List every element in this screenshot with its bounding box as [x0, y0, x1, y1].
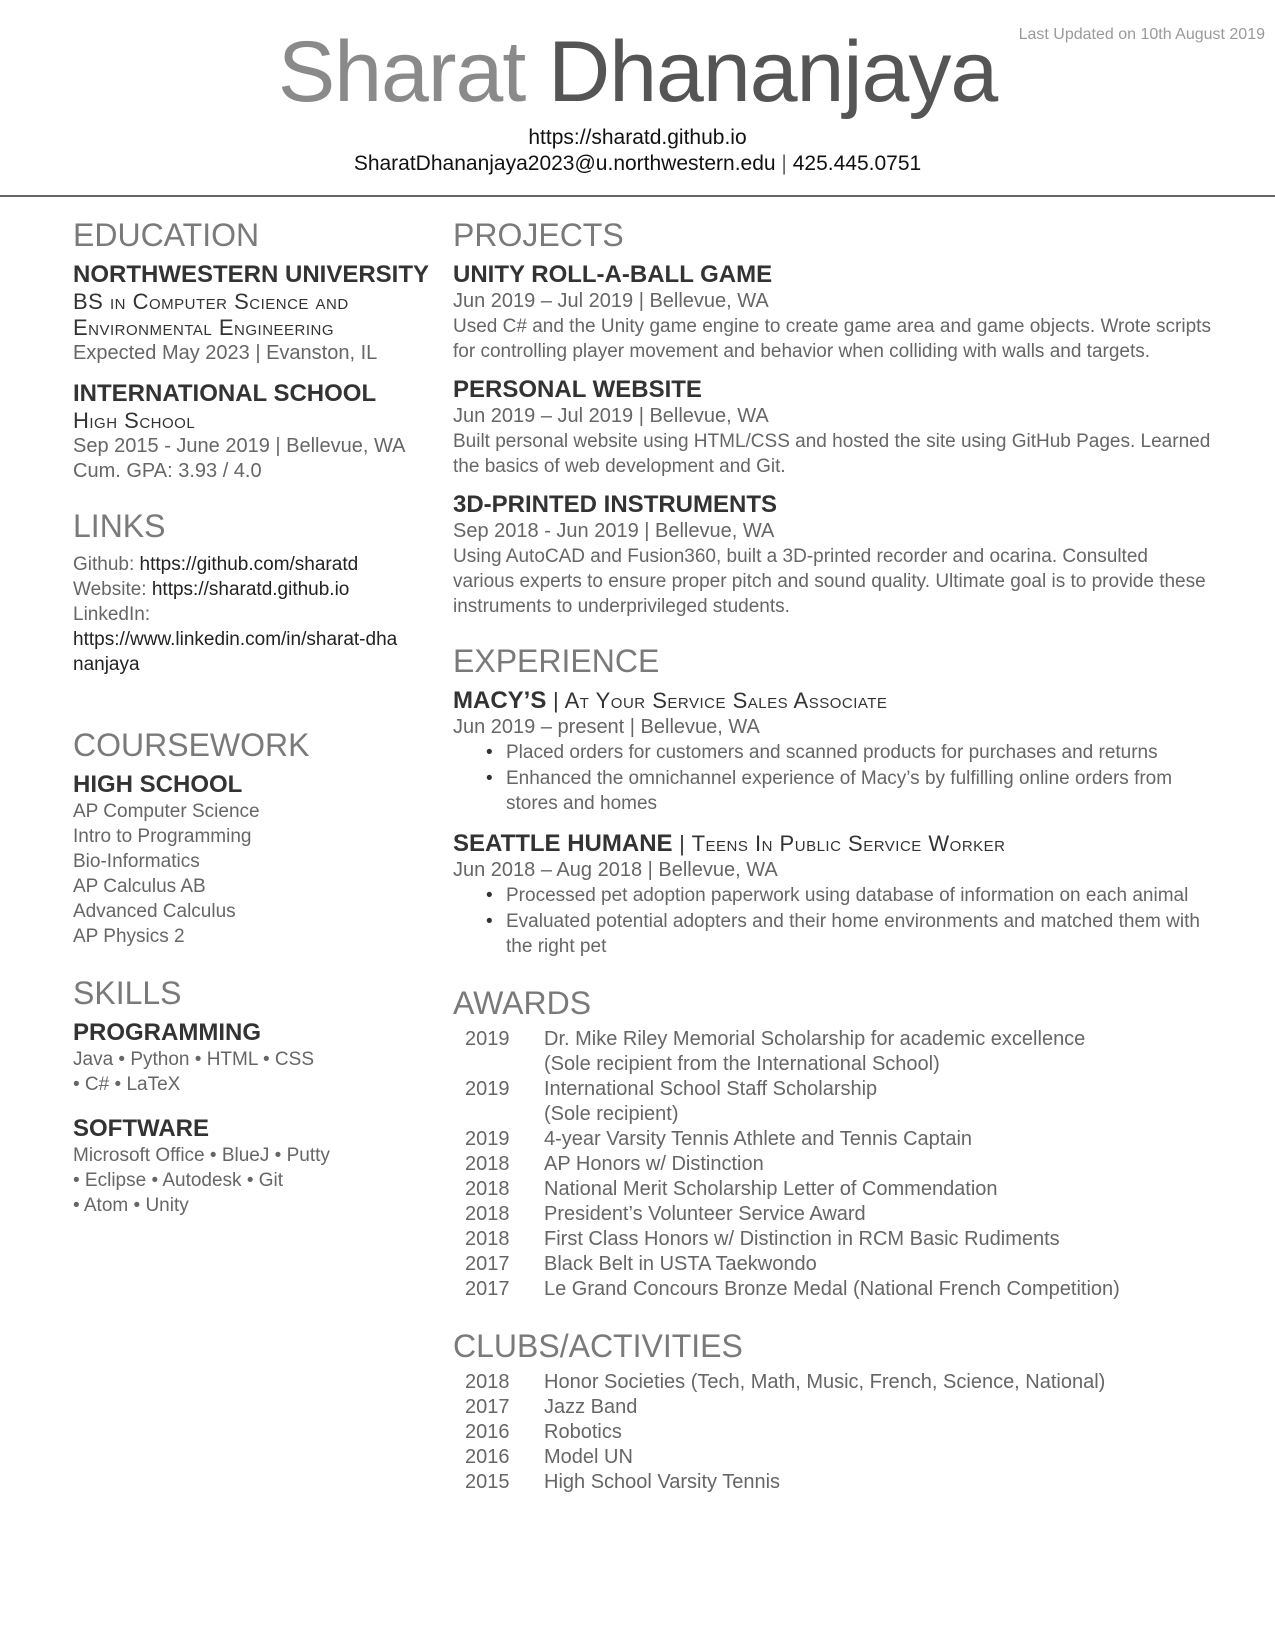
club-row	[453, 1395, 1213, 1420]
club-text: Jazz Band	[544, 1396, 638, 1418]
header-divider	[0, 195, 1275, 197]
course-item: AP Computer Science	[73, 801, 260, 822]
award-text: International School Staff Scholarship	[544, 1078, 878, 1100]
software-title: SOFTWARE	[73, 1115, 209, 1142]
contact-line	[0, 152, 1275, 176]
club-year: 2016	[465, 1421, 510, 1443]
school-degree: BS in Computer Science and Environmental Engineering	[73, 289, 349, 340]
club-year: 2017	[465, 1396, 510, 1418]
github-link[interactable]: https://github.com/sharatd	[139, 554, 359, 575]
club-row	[453, 1445, 1213, 1470]
github-label: Github:	[73, 554, 140, 575]
job-meta: Jun 2019 – present | Bellevue, WA	[453, 716, 760, 738]
job-meta: Jun 2018 – Aug 2018 | Bellevue, WA	[453, 859, 778, 881]
project-entry	[453, 491, 1213, 619]
website-link[interactable]: https://sharatd.github.io	[151, 579, 350, 600]
links-list	[73, 552, 443, 677]
award-row	[453, 1277, 1213, 1302]
award-year: 2017	[465, 1253, 510, 1275]
job-bullet: • Placed orders for customers and scanned products for purchases and returns	[506, 740, 1213, 765]
course-item: Advanced Calculus	[73, 901, 236, 922]
club-text: Model UN	[544, 1446, 633, 1468]
award-row	[453, 1027, 1213, 1077]
award-sub: (Sole recipient from the International School)	[544, 1053, 940, 1075]
course-item: AP Calculus AB	[73, 876, 206, 897]
clubs-title: CLUBS/ACTIVITIES	[453, 1328, 743, 1364]
website-label: Website:	[73, 579, 152, 600]
club-text: High School Varsity Tennis	[544, 1471, 781, 1493]
experience-title: EXPERIENCE	[453, 643, 660, 679]
project-name: 3D-PRINTED INSTRUMENTS	[453, 491, 778, 518]
job-entry	[453, 830, 1213, 959]
education-title: EDUCATION	[73, 217, 260, 253]
school-meta: Sep 2015 - June 2019 | Bellevue, WA	[73, 435, 406, 457]
software-line: • Eclipse • Autodesk • Git	[73, 1170, 284, 1191]
coursework-title: COURSEWORK	[73, 727, 310, 763]
email-link[interactable]: SharatDhananjaya2023@u.northwestern.edu	[353, 152, 776, 175]
award-year: 2019	[465, 1078, 510, 1100]
job-company: SEATTLE HUMANE	[453, 830, 673, 857]
software-line: • Atom • Unity	[73, 1195, 189, 1216]
award-year: 2018	[465, 1178, 510, 1200]
programming-line: Java • Python • HTML • CSS	[73, 1049, 314, 1070]
last-updated: Last Updated on 10th August 2019	[1018, 26, 1265, 43]
award-text: First Class Honors w/ Distinction in RCM Basic Rudiments	[544, 1228, 1060, 1250]
project-meta: Jun 2019 – Jul 2019 | Bellevue, WA	[453, 290, 769, 312]
contact-separator: |	[775, 152, 793, 175]
award-row	[453, 1152, 1213, 1177]
last-name: Dhananjaya	[548, 24, 998, 120]
project-desc: Used C# and the Unity game engine to create game area and game objects. Wrote scripts for controlling player movement and behavior when colliding with walls and targets.	[453, 316, 1211, 362]
project-entry	[453, 261, 1213, 364]
job-role: | At Your Service Sales Associate	[546, 688, 888, 713]
project-meta: Jun 2019 – Jul 2019 | Bellevue, WA	[453, 405, 769, 427]
software-line: Microsoft Office • BlueJ • Putty	[73, 1145, 330, 1166]
job-bullet: • Processed pet adoption paperwork using database of information on each animal	[506, 883, 1213, 908]
school-name: NORTHWESTERN UNIVERSITY	[73, 261, 430, 288]
linkedin-link[interactable]: https://www.linkedin.com/in/sharat-dhananjaya	[73, 629, 398, 675]
award-year: 2018	[465, 1203, 510, 1225]
club-year: 2016	[465, 1446, 510, 1468]
programming-line	[73, 1072, 443, 1097]
website-row	[73, 577, 443, 602]
github-row	[73, 552, 443, 577]
award-text: 4-year Varsity Tennis Athlete and Tennis Captain	[544, 1128, 973, 1150]
club-year: 2018	[465, 1371, 510, 1393]
coursework-section	[73, 771, 443, 949]
award-row	[453, 1127, 1213, 1152]
skills-programming	[73, 1019, 443, 1097]
left-column	[73, 215, 443, 1218]
award-text: National Merit Scholarship Letter of Commendation	[544, 1178, 998, 1200]
award-text: President’s Volunteer Service Award	[544, 1203, 866, 1225]
job-bullet: • Evaluated potential adopters and their home environments and matched them with the right pet	[506, 909, 1213, 959]
school-name: INTERNATIONAL SCHOOL	[73, 380, 377, 407]
project-name: UNITY ROLL-A-BALL GAME	[453, 261, 773, 288]
project-name: PERSONAL WEBSITE	[453, 376, 702, 403]
course-item: AP Physics 2	[73, 926, 185, 947]
header-website-link[interactable]: https://sharatd.github.io	[528, 126, 747, 149]
award-row	[453, 1252, 1213, 1277]
award-year: 2017	[465, 1278, 510, 1300]
links-title: LINKS	[73, 508, 166, 544]
award-text: Dr. Mike Riley Memorial Scholarship for academic excellence	[544, 1028, 1086, 1050]
job-entry	[453, 687, 1213, 816]
award-sub: (Sole recipient)	[544, 1103, 679, 1125]
award-year: 2018	[465, 1228, 510, 1250]
skills-software	[73, 1115, 443, 1218]
person-name	[0, 22, 1275, 122]
job-role: | Teens In Public Service Worker	[672, 831, 1006, 856]
projects-title: PROJECTS	[453, 217, 624, 253]
club-row	[453, 1420, 1213, 1445]
club-row	[453, 1370, 1213, 1395]
project-desc: Built personal website using HTML/CSS and hosted the site using GitHub Pages. Learned the basics of web development and Git.	[453, 431, 1211, 477]
latex-text: LaTeX	[126, 1074, 181, 1095]
linkedin-label: LinkedIn:	[73, 604, 151, 625]
award-year: 2018	[465, 1153, 510, 1175]
education-entry	[73, 380, 443, 484]
club-year: 2015	[465, 1471, 510, 1493]
programming-title: PROGRAMMING	[73, 1019, 261, 1046]
award-text: Le Grand Concours Bronze Medal (National French Competition)	[544, 1278, 1120, 1300]
course-item: Bio-Informatics	[73, 851, 200, 872]
club-text: Robotics	[544, 1421, 622, 1443]
school-meta: Expected May 2023 | Evanston, IL	[73, 342, 378, 364]
award-row	[453, 1177, 1213, 1202]
club-row	[453, 1470, 1213, 1495]
project-entry	[453, 376, 1213, 479]
education-entry	[73, 261, 443, 366]
job-bullets	[453, 883, 1213, 959]
right-column	[453, 215, 1213, 1495]
award-row	[453, 1202, 1213, 1227]
award-text: Black Belt in USTA Taekwondo	[544, 1253, 817, 1275]
award-year: 2019	[465, 1128, 510, 1150]
job-bullets	[453, 740, 1213, 816]
school-gpa: Cum. GPA: 3.93 / 4.0	[73, 460, 262, 482]
first-name: Sharat	[277, 24, 526, 120]
programming-line-text: • C# •	[73, 1074, 127, 1095]
award-year: 2019	[465, 1028, 510, 1050]
award-row	[453, 1227, 1213, 1252]
coursework-subtitle: HIGH SCHOOL	[73, 771, 243, 798]
award-row	[453, 1077, 1213, 1127]
award-text: AP Honors w/ Distinction	[544, 1153, 764, 1175]
clubs-list	[453, 1370, 1213, 1495]
club-text: Honor Societies (Tech, Math, Music, French, Science, National)	[544, 1371, 1106, 1393]
job-bullet: • Enhanced the omnichannel experience of Macy’s by fulfilling online orders from stores and homes	[506, 766, 1213, 816]
project-meta: Sep 2018 - Jun 2019 | Bellevue, WA	[453, 520, 775, 542]
course-item: Intro to Programming	[73, 826, 252, 847]
awards-title: AWARDS	[453, 985, 592, 1021]
job-company: MACY’S	[453, 687, 547, 714]
skills-title: SKILLS	[73, 975, 182, 1011]
phone: 425.445.0751	[792, 152, 922, 175]
awards-list	[453, 1027, 1213, 1302]
project-desc: Using AutoCAD and Fusion360, built a 3D-printed recorder and ocarina. Consulted various experts to ensure proper pitch and sound quality. Ultimate goal is to provide these instruments to underprivileged students.	[453, 546, 1206, 617]
school-degree: High School	[73, 408, 196, 433]
